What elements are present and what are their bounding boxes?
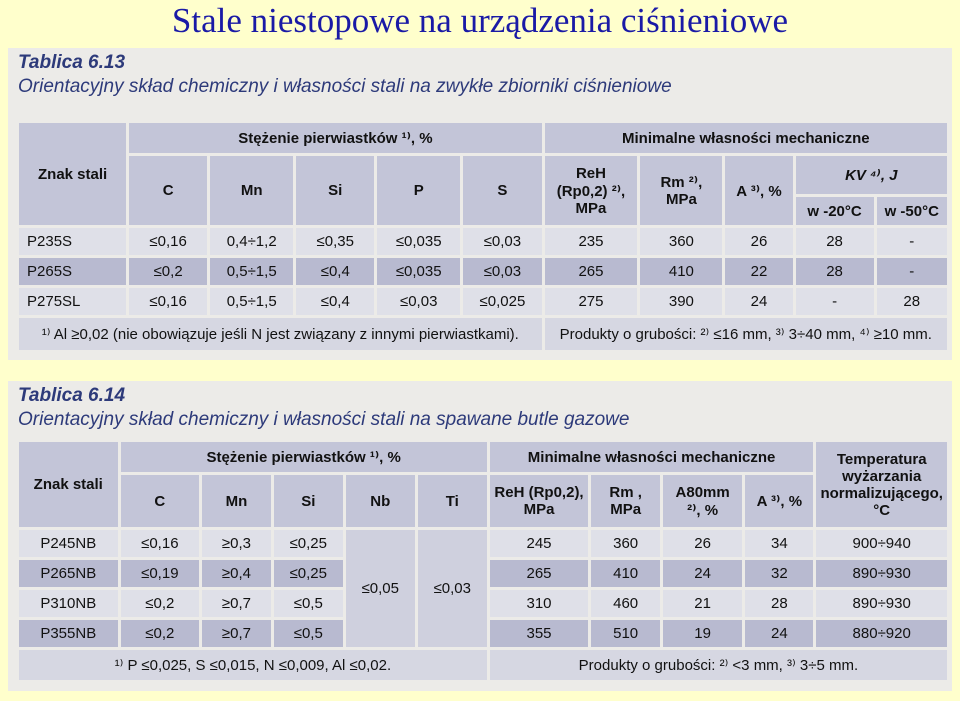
steel-table-6-13 — [16, 120, 950, 353]
cell-mn: 0,5÷1,5 — [210, 288, 293, 315]
cell-grade: P310NB — [19, 590, 118, 617]
cell-c: ≤0,16 — [121, 530, 200, 557]
cell-si: ≤0,25 — [274, 560, 343, 587]
header-reh: ReH (Rp0,2), MPa — [490, 475, 588, 527]
header-p: P — [377, 156, 460, 225]
cell-a: 22 — [725, 258, 792, 285]
cell-temp: 880÷920 — [816, 620, 947, 647]
cell-kv50: - — [877, 258, 947, 285]
cell-kv50: 28 — [877, 288, 947, 315]
cell-mn: ≥0,4 — [202, 560, 271, 587]
cell-temp: 890÷930 — [816, 590, 947, 617]
cell-grade: P235S — [19, 228, 126, 255]
cell-si: ≤0,4 — [296, 288, 374, 315]
table-6-14-panel — [8, 381, 952, 691]
cell-kv20: - — [796, 288, 874, 315]
cell-si: ≤0,5 — [274, 620, 343, 647]
header-mechanical: Minimalne własności mechaniczne — [545, 123, 947, 153]
cell-c: ≤0,16 — [129, 288, 207, 315]
table-caption: Orientacyjny skład chemiczny i własności stali na zwykłe zbiorniki ciśnieniowe — [18, 76, 672, 97]
cell-reh: 235 — [545, 228, 638, 255]
cell-kv20: 28 — [796, 258, 874, 285]
cell-temp: 900÷940 — [816, 530, 947, 557]
header-si: Si — [296, 156, 374, 225]
cell-rm: 390 — [640, 288, 722, 315]
cell-reh: 275 — [545, 288, 638, 315]
cell-kv50: - — [877, 228, 947, 255]
cell-si: ≤0,35 — [296, 228, 374, 255]
header-mn: Mn — [202, 475, 271, 527]
header-a: A ³⁾, % — [745, 475, 813, 527]
cell-a80: 19 — [663, 620, 742, 647]
cell-s: ≤0,025 — [463, 288, 541, 315]
cell-grade: P265S — [19, 258, 126, 285]
cell-reh: 355 — [490, 620, 588, 647]
cell-p: ≤0,03 — [377, 288, 460, 315]
header-nb: Nb — [346, 475, 415, 527]
cell-grade: P245NB — [19, 530, 118, 557]
cell-rm: 360 — [591, 530, 660, 557]
header-temp: Temperatura wyżarzania normalizującego, °C — [816, 442, 947, 527]
table-number: Tablica 6.13 — [18, 52, 126, 73]
cell-a: 26 — [725, 228, 792, 255]
cell-c: ≤0,2 — [121, 620, 200, 647]
cell-mn: ≥0,7 — [202, 590, 271, 617]
cell-a: 28 — [745, 590, 813, 617]
table-row — [19, 530, 947, 557]
header-rm: Rm ²⁾, MPa — [640, 156, 722, 225]
header-mechanical: Minimalne własności mechaniczne — [490, 442, 814, 472]
cell-a: 32 — [745, 560, 813, 587]
table-caption: Orientacyjny skład chemiczny i własności stali na spawane butle gazowe — [18, 409, 630, 430]
header-rm: Rm , MPa — [591, 475, 660, 527]
cell-s: ≤0,03 — [463, 258, 541, 285]
header-a: A ³⁾, % — [725, 156, 792, 225]
cell-temp: 890÷930 — [816, 560, 947, 587]
table-number: Tablica 6.14 — [18, 385, 126, 406]
header-kv-m20: w -20°C — [796, 197, 874, 225]
cell-kv20: 28 — [796, 228, 874, 255]
header-composition: Stężenie pierwiastków ¹⁾, % — [129, 123, 541, 153]
cell-c: ≤0,2 — [121, 590, 200, 617]
header-grade: Znak stali — [19, 123, 126, 225]
table-row — [19, 228, 947, 255]
header-kv: KV ⁴⁾, J — [796, 156, 947, 194]
cell-rm: 510 — [591, 620, 660, 647]
footnote-right: Produkty o grubości: ²⁾ ≤16 mm, ³⁾ 3÷40 mm, ⁴⁾ ≥10 mm. — [545, 318, 947, 350]
header-c: C — [121, 475, 200, 527]
footnote-left: ¹⁾ Al ≥0,02 (nie obowiązuje jeśli N jest związany z innymi pierwiastkami). — [19, 318, 542, 350]
header-c: C — [129, 156, 207, 225]
header-kv-m50: w -50°C — [877, 197, 947, 225]
header-grade: Znak stali — [19, 442, 118, 527]
cell-p: ≤0,035 — [377, 258, 460, 285]
cell-nb: ≤0,05 — [346, 530, 415, 647]
cell-p: ≤0,035 — [377, 228, 460, 255]
cell-grade: P355NB — [19, 620, 118, 647]
cell-a: 34 — [745, 530, 813, 557]
header-si: Si — [274, 475, 343, 527]
cell-si: ≤0,25 — [274, 530, 343, 557]
cell-reh: 265 — [490, 560, 588, 587]
cell-grade: P265NB — [19, 560, 118, 587]
cell-si: ≤0,4 — [296, 258, 374, 285]
cell-reh: 265 — [545, 258, 638, 285]
header-mn: Mn — [210, 156, 293, 225]
cell-reh: 245 — [490, 530, 588, 557]
cell-c: ≤0,2 — [129, 258, 207, 285]
cell-mn: ≥0,7 — [202, 620, 271, 647]
cell-a80: 21 — [663, 590, 742, 617]
cell-c: ≤0,19 — [121, 560, 200, 587]
table-row — [19, 258, 947, 285]
cell-mn: 0,4÷1,2 — [210, 228, 293, 255]
footnote-right: Produkty o grubości: ²⁾ <3 mm, ³⁾ 3÷5 mm. — [490, 650, 947, 680]
footnote-left: ¹⁾ P ≤0,025, S ≤0,015, N ≤0,009, Al ≤0,02. — [19, 650, 487, 680]
steel-table-6-14 — [16, 439, 950, 683]
cell-grade: P275SL — [19, 288, 126, 315]
cell-c: ≤0,16 — [129, 228, 207, 255]
cell-a80: 26 — [663, 530, 742, 557]
header-reh: ReH (Rp0,2) ²⁾, MPa — [545, 156, 638, 225]
header-s: S — [463, 156, 541, 225]
cell-rm: 410 — [640, 258, 722, 285]
header-a80: A80mm ²⁾, % — [663, 475, 742, 527]
cell-reh: 310 — [490, 590, 588, 617]
cell-rm: 460 — [591, 590, 660, 617]
cell-a: 24 — [745, 620, 813, 647]
cell-a80: 24 — [663, 560, 742, 587]
header-ti: Ti — [418, 475, 487, 527]
cell-rm: 360 — [640, 228, 722, 255]
table-6-13-panel — [8, 48, 952, 360]
cell-s: ≤0,03 — [463, 228, 541, 255]
cell-rm: 410 — [591, 560, 660, 587]
cell-a: 24 — [725, 288, 792, 315]
cell-si: ≤0,5 — [274, 590, 343, 617]
cell-mn: 0,5÷1,5 — [210, 258, 293, 285]
cell-ti: ≤0,03 — [418, 530, 487, 647]
cell-mn: ≥0,3 — [202, 530, 271, 557]
table-row — [19, 288, 947, 315]
header-composition: Stężenie pierwiastków ¹⁾, % — [121, 442, 487, 472]
slide-title: Stale niestopowe na urządzenia ciśnieniowe — [171, 1, 789, 40]
